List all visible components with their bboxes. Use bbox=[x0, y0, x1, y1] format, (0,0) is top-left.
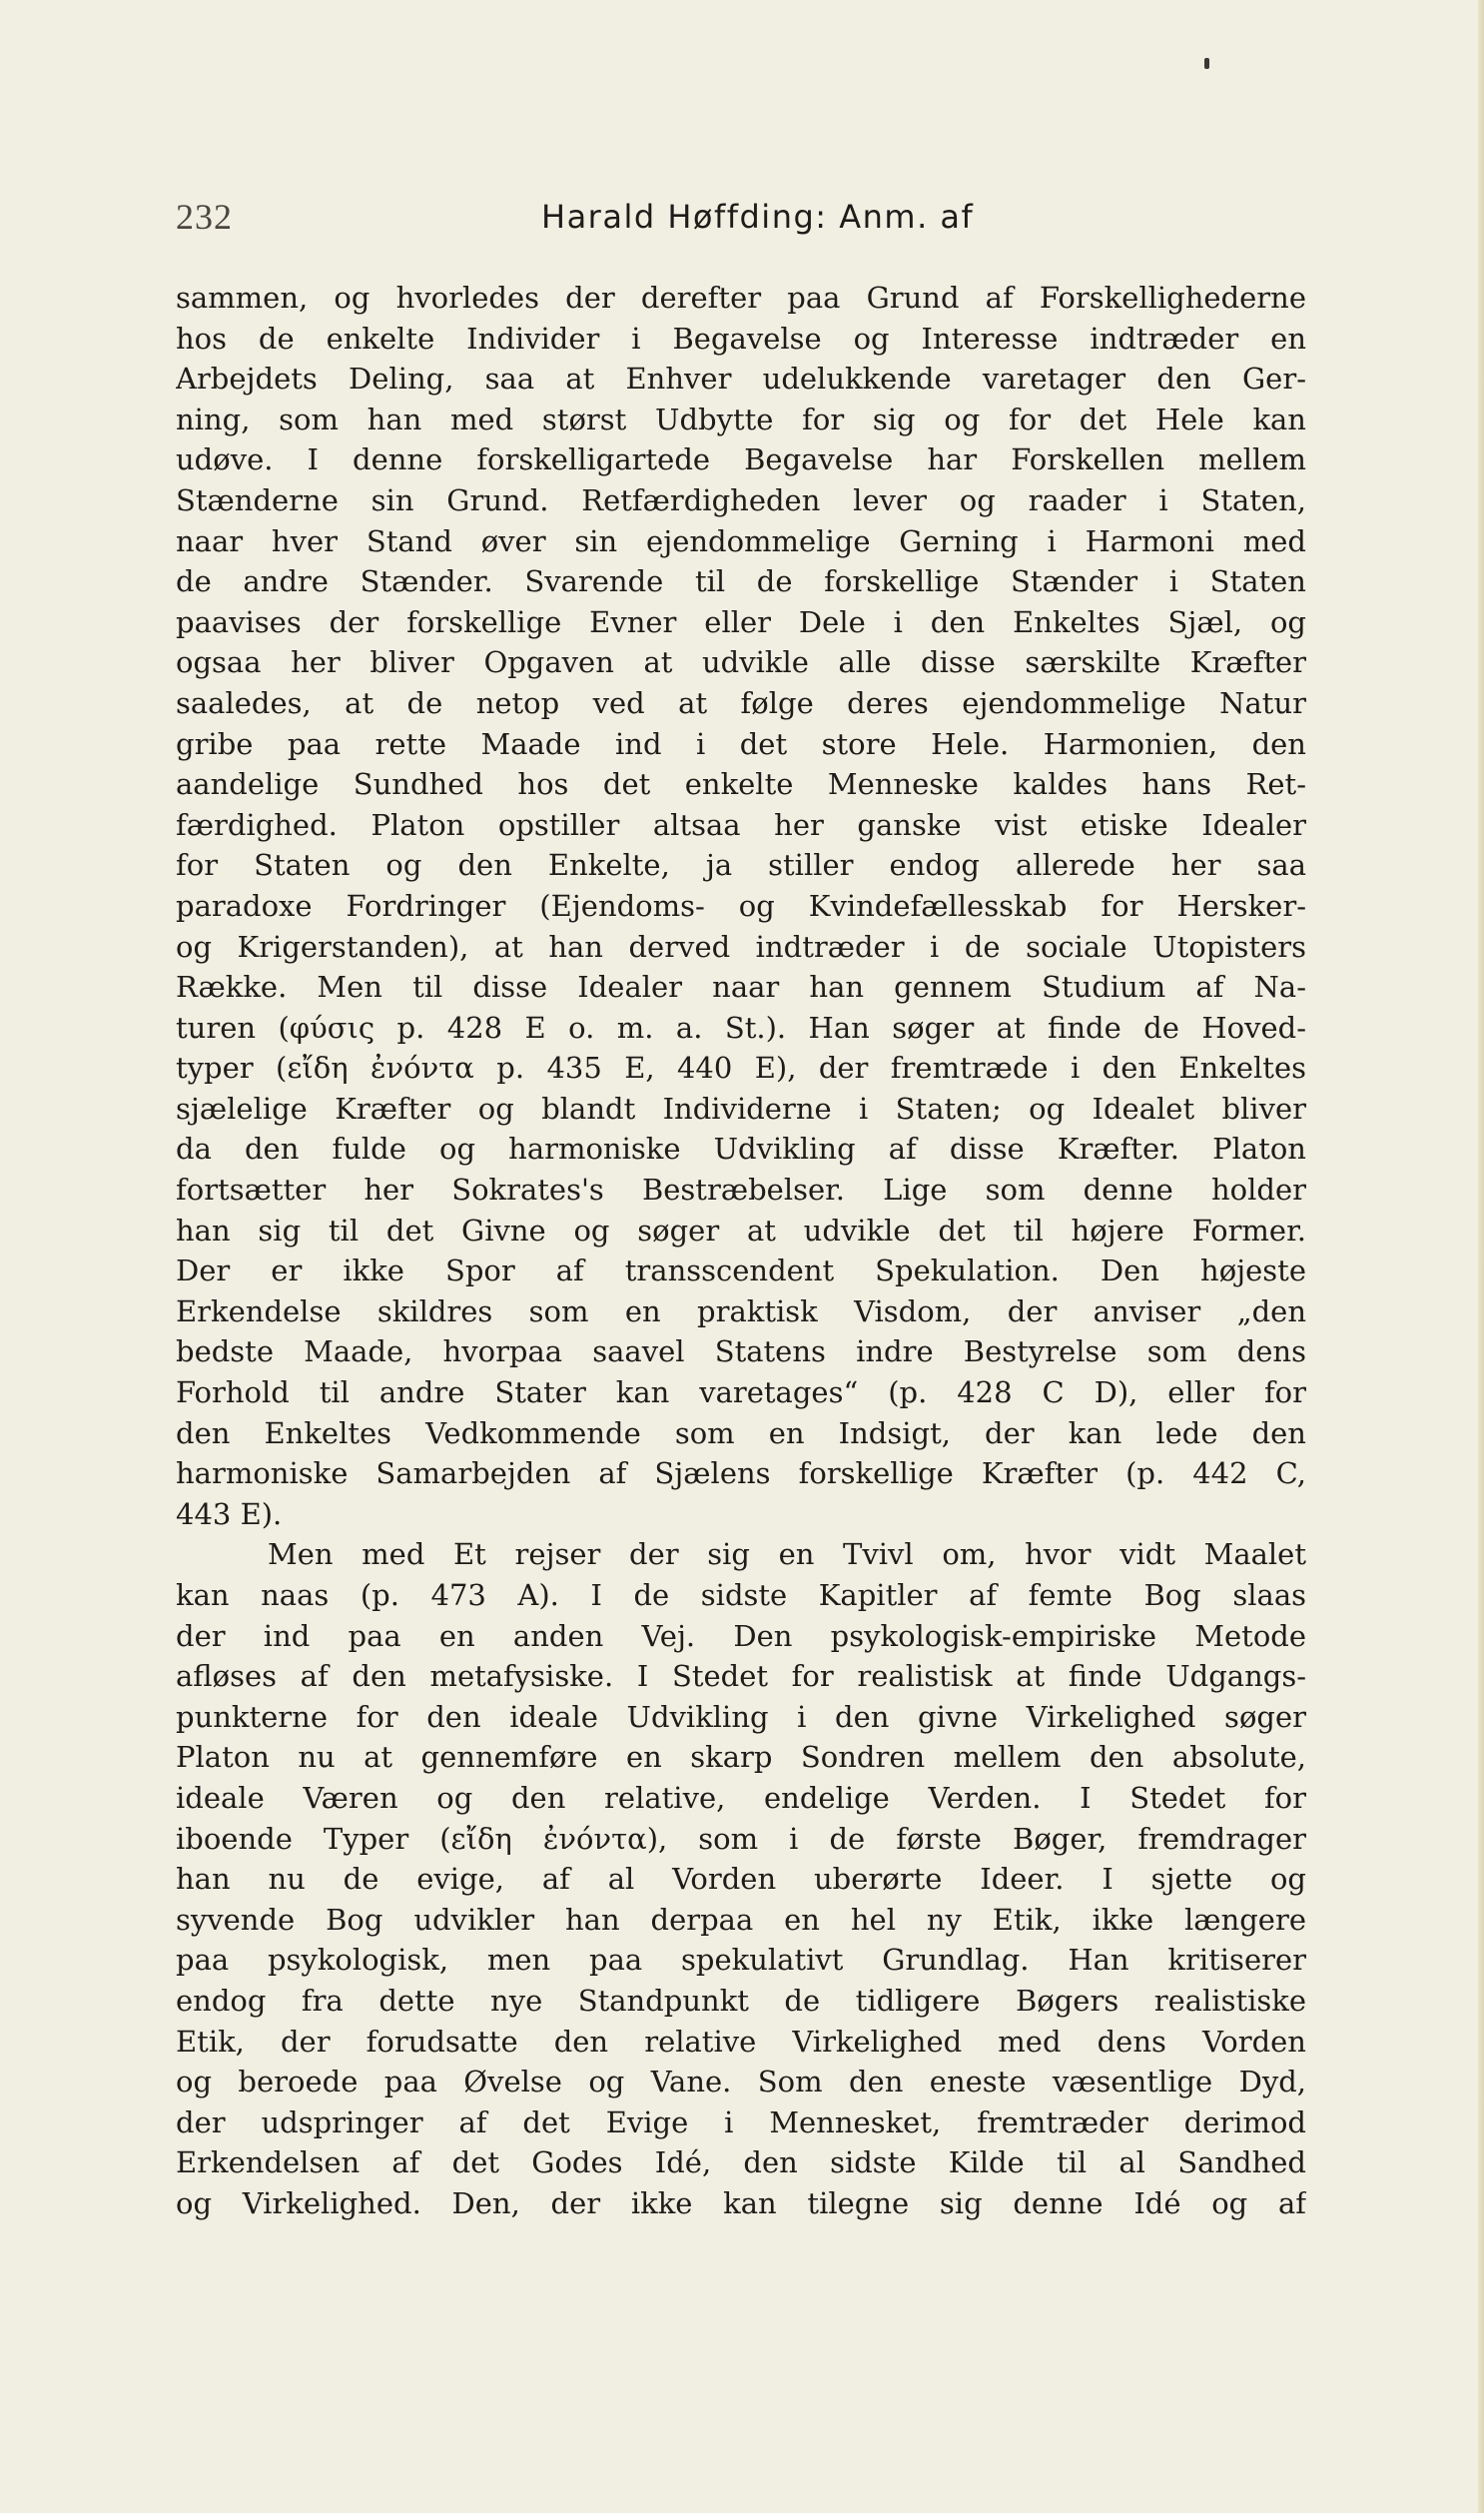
page-edge bbox=[1478, 0, 1484, 2513]
text-line: Erkendelsen af det Godes Idé, den sidste Kilde til al Sandhed bbox=[176, 2145, 1306, 2180]
text-line: Forhold til andre Stater kan varetages“ (p. 428 C D), eller for bbox=[176, 1375, 1306, 1410]
text-line: punkterne for den ideale Udvikling i den givne Virkelighed søger bbox=[176, 1699, 1306, 1734]
text-line: Der er ikke Spor af transscendent Spekulation. Den højeste bbox=[176, 1254, 1306, 1288]
text-line: paradoxe Fordringer (Ejendoms- og Kvindefællesskab for Hersker- bbox=[176, 888, 1306, 923]
text-line: ning, som han med størst Udbytte for sig og for det Hele kan bbox=[176, 402, 1306, 436]
text-line: og Krigerstanden), at han derved indtræder i de sociale Utopisters bbox=[176, 929, 1306, 964]
text-line: bedste Maade, hvorpaa saavel Statens indre Bestyrelse som dens bbox=[176, 1334, 1306, 1369]
text-line: iboende Typer (εἴδη ἐνόντα), som i de første Bøger, fremdrager bbox=[176, 1821, 1306, 1856]
text-line: ideale Væren og den relative, endelige Verden. I Stedet for bbox=[176, 1780, 1306, 1815]
ink-speck bbox=[1204, 58, 1209, 69]
text-line: Arbejdets Deling, saa at Enhver udelukkende varetager den Ger- bbox=[176, 362, 1306, 397]
text-line: Platon nu at gennemføre en skarp Sondren mellem den absolute, bbox=[176, 1740, 1306, 1775]
text-line: udøve. I denne forskelligartede Begavelse har Forskellen mellem bbox=[176, 442, 1306, 477]
text-line: Men med Et rejser der sig en Tvivl om, hvor vidt Maalet bbox=[268, 1537, 1306, 1572]
text-line: turen (φύσις p. 428 E o. m. a. St.). Han søger at finde de Hoved- bbox=[176, 1010, 1306, 1045]
text-line: der udspringer af det Evige i Mennesket, fremtræder derimod bbox=[176, 2104, 1306, 2139]
text-line: færdighed. Platon opstiller altsaa her ganske vist etiske Idealer bbox=[176, 807, 1306, 842]
text-line: fortsætter her Sokrates's Bestræbelser. Lige som denne holder bbox=[176, 1173, 1306, 1208]
text-line: Erkendelse skildres som en praktisk Visdom, der anviser „den bbox=[176, 1293, 1306, 1328]
text-line: Række. Men til disse Idealer naar han gennem Studium af Na- bbox=[176, 970, 1306, 1005]
text-line: den Enkeltes Vedkommende som en Indsigt, der kan lede den bbox=[176, 1415, 1306, 1450]
text-line: da den fulde og harmoniske Udvikling af disse Kræfter. Platon bbox=[176, 1132, 1306, 1167]
text-line: Stænderne sin Grund. Retfærdigheden lever og raader i Staten, bbox=[176, 482, 1306, 517]
page-number: 232 bbox=[176, 197, 233, 237]
text-line: han sig til det Givne og søger at udvikle det til højere Former. bbox=[176, 1213, 1306, 1248]
text-line: for Staten og den Enkelte, ja stiller endog allerede her saa bbox=[176, 848, 1306, 883]
text-line: gribe paa rette Maade ind i det store Hele. Harmonien, den bbox=[176, 726, 1306, 761]
text-line: kan naas (p. 473 A). I de sidste Kapitler af femte Bog slaas bbox=[176, 1578, 1306, 1612]
text-line: aandelige Sundhed hos det enkelte Menneske kaldes hans Ret- bbox=[176, 767, 1306, 802]
text-line: han nu de evige, af al Vorden uberørte Ideer. I sjette og bbox=[176, 1862, 1306, 1897]
text-line: endog fra dette nye Standpunkt de tidligere Bøgers realistiske bbox=[176, 1983, 1306, 2018]
text-line: sammen, og hvorledes der derefter paa Grund af Forskellighederne bbox=[176, 281, 1306, 315]
page-header bbox=[176, 196, 1324, 244]
body-text bbox=[176, 278, 1306, 2224]
running-head: Harald Høffding: Anm. af bbox=[541, 198, 975, 236]
text-line: afløses af den metafysiske. I Stedet for realistisk at finde Udgangs- bbox=[176, 1659, 1306, 1694]
text-line: typer (εἴδη ἐνόντα p. 435 E, 440 E), der fremtræde i den Enkeltes bbox=[176, 1051, 1306, 1086]
text-line: paa psykologisk, men paa spekulativt Grundlag. Han kritiserer bbox=[176, 1943, 1306, 1978]
text-line: paavises der forskellige Evner eller Dele i den Enkeltes Sjæl, og bbox=[176, 604, 1306, 639]
text-line: og Virkelighed. Den, der ikke kan tilegne sig denne Idé og af bbox=[176, 2185, 1306, 2220]
text-line: og beroede paa Øvelse og Vane. Som den eneste væsentlige Dyd, bbox=[176, 2065, 1306, 2099]
text-line: harmoniske Samarbejden af Sjælens forskellige Kræfter (p. 442 C, bbox=[176, 1456, 1306, 1491]
text-line: sjælelige Kræfter og blandt Individerne i Staten; og Idealet bliver bbox=[176, 1091, 1306, 1126]
text-line: ogsaa her bliver Opgaven at udvikle alle disse særskilte Kræfter bbox=[176, 645, 1306, 680]
text-line: 443 E). bbox=[176, 1496, 283, 1531]
text-line: saaledes, at de netop ved at følge deres ejendommelige Natur bbox=[176, 685, 1306, 720]
text-line: naar hver Stand øver sin ejendommelige Gerning i Harmoni med bbox=[176, 523, 1306, 558]
text-line: Etik, der forudsatte den relative Virkelighed med dens Vorden bbox=[176, 2024, 1306, 2059]
text-line: der ind paa en anden Vej. Den psykologisk-empiriske Metode bbox=[176, 1618, 1306, 1653]
text-line: de andre Stænder. Svarende til de forskellige Stænder i Staten bbox=[176, 564, 1306, 599]
text-line: hos de enkelte Individer i Begavelse og Interesse indtræder en bbox=[176, 321, 1306, 356]
text-line: syvende Bog udvikler han derpaa en hel ny Etik, ikke længere bbox=[176, 1902, 1306, 1937]
